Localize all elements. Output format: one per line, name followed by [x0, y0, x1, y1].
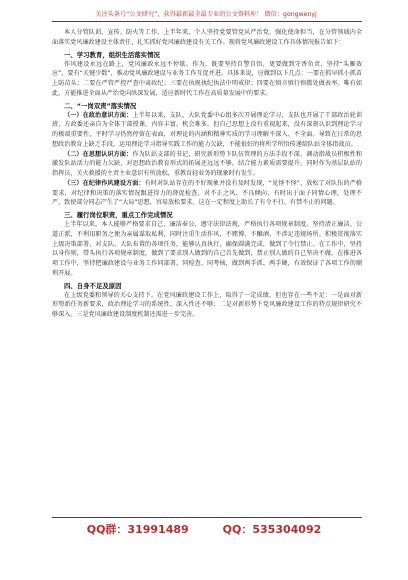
header-divider [52, 21, 362, 22]
section-heading: 四、自身不足及原因 [64, 281, 122, 290]
page-header-banner: 关注头条号“公文研究”，获得最新最全最专业的公文资料库！ 微信：gongwenyj [95, 11, 317, 18]
paragraph-lead: （三）在纪律作风建设方面： [64, 179, 145, 187]
paragraph [52, 150, 362, 179]
paragraph-text: 在上级党委和领导的关心支持下，在党风廉政建设工作上，取得了一定成绩，但也存在一些不足：一是面对新形势新任务新要求，政治理论学习的系统性、深入性还不够；二是对新形势下党风廉政建设工作的特点规律研究不够深入。三是党风廉政建设制度机制还需进一步完善。 [52, 291, 362, 318]
paragraph-lead: （二）在思想认识方面： [64, 150, 133, 158]
paragraph [52, 60, 362, 99]
page-footer [0, 523, 408, 537]
paragraph [52, 28, 362, 48]
document-body [52, 28, 362, 320]
paragraph-text: 作为队站支部的书记，研究新形势下队伍管理的方法手段不深，调动指战员积极性和激发队站活力的能力欠缺，对思想政治教育形式的拓展还远远不够，结合能力素质需要提升。同时作为基层队站的指挥员，关火救援的主责主业意识有所放松，重教育轻业务的现象时有发生。 [52, 150, 363, 177]
paragraph [52, 111, 362, 150]
footer-qq-group: QQ群：31991489 [86, 523, 189, 536]
paragraph-lead: （一）在政治意识方面： [64, 111, 133, 119]
footer-qq-number: QQ：535304092 [222, 523, 322, 536]
paragraph-text: 有时对队站存在的不好现象并没有及时发现，“见怪不怪”，放松了对队伍的严格要求，对纪律和决策的落实情况跟进得力的督促检查，对不正之风、不良倾向，有时出于面子同情心理，处理不严，致使部分同志产生了“大局”思想，容易放松要求。这在一定程度上助长了有令不行、有禁不止的问题。 [52, 179, 362, 207]
paragraph-text: 上半年以来，支队、大队党委中心组多次开展理论学习，支队也开展了干部政治轮训班，方政委还亲自为全体干部授课，内容丰富，机会难多。但自己思想上没有重视起来，没有深刻认识到理论学习的极端重要性，平时学习仍然停留在表面，对理论的内涵和精神实质的学习理解不深入、不全面。导致在日常的思想政治教育上缺乏手段，运用理论学习指导实践工作的能力欠缺，不能很好的将所学所悟传递给队站全体指战员。 [52, 111, 363, 148]
footer-divider [52, 517, 362, 518]
section-heading: 一、学习教育，组织生活落实情况 [64, 50, 160, 59]
paragraph-text: 上半年以来，本人能够严格要求自己，廉洁奉公，遵守法律法规，严格执行各项规章制度。坚持清正廉洁、公道正派，不利用职务之便为亲属谋取私利，同时注重生活作风，不赌博、不酗酒、不涉足违规场所。积极贯彻落实上级决策部署，对支队、大队布置的各项任务，能够认真执行，确保圆满完成，做到了令行禁止。在工作中，坚持以身作则，带头执行各项规章制度，做到了要求别人做到的自己首先做到，禁止别人做的自己坚决不做。在推进各项工作中，坚持把廉政建设与业务工作同部署、同检查、同考核，做到两手抓、两手硬，有效保证了各项工作的顺利开展。 [52, 221, 362, 277]
paragraph-text: 作风建设永远在路上，党风廉政永远不停歇。作为，既要坚持自警自悟，更要做到守香负责，坚持“头雁效应”，要有“关键少数”，推动党风廉政建设与业务工作互促并进。具体来说，应做到以下几点：一要在抓早抓小抓苗上防苗头；二要在严管严控严查中肃政纪；三要在执规执纪执法中明戒律；四要在慎言慎行慎微处做表率。唯有如此，方能推进全面从严治党向纵深发展，适应新时代工作在高质量发展中的要求。 [52, 60, 363, 97]
paragraph-text: 本人分管队训、宣传、防火等工作，上半年来，个人坚持党要管党从严治党，强化使命担当，在分管领域内全面落实党风廉政建设主体责任，扎实抓好党风廉政建设有关工作。现将党风廉政建设工作具体情况报告如下： [52, 29, 362, 46]
section-heading: 三、履行岗位职责，重点工作完成情况 [64, 211, 173, 219]
paragraph [52, 220, 362, 279]
section-heading: 二、“一岗双责”落实情况 [64, 101, 137, 110]
paragraph [52, 291, 362, 320]
paragraph [52, 179, 362, 208]
